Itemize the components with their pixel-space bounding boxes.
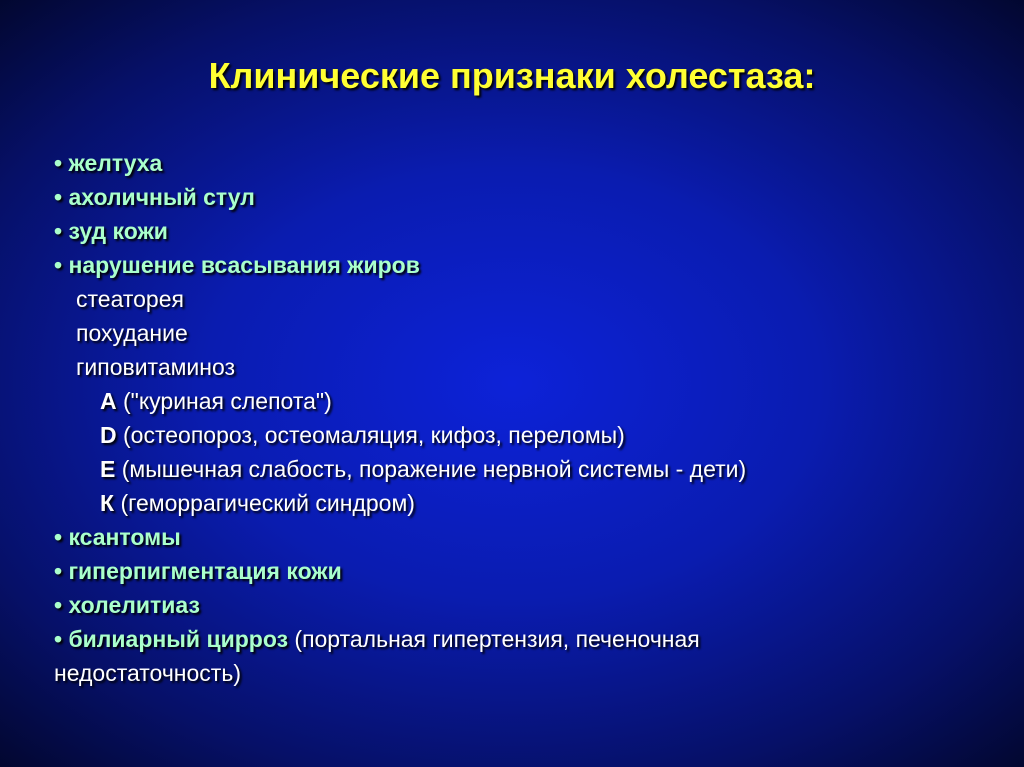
bullet: • (54, 626, 63, 652)
bullet: • (54, 558, 63, 584)
vitamin-item-a (54, 384, 994, 418)
list-item-acholic-stool (54, 180, 994, 214)
item-text: холелитиаз (68, 592, 200, 618)
symptom-list (54, 146, 994, 690)
vitamin-description: (остеопороз, остеомаляция, кифоз, переломы) (123, 422, 625, 448)
list-item-xanthomas (54, 520, 994, 554)
vitamin-description: ("куриная слепота") (123, 388, 332, 414)
item-text: желтуха (68, 150, 163, 176)
item-text: билиарный цирроз (68, 626, 289, 652)
vitamin-letter: A (100, 388, 117, 414)
bullet: • (54, 592, 63, 618)
bullet: • (54, 218, 63, 244)
vitamin-letter: D (100, 422, 117, 448)
bullet: • (54, 184, 63, 210)
list-item-cholelithiasis (54, 588, 994, 622)
sub-item-hypovitaminosis: гиповитаминоз (76, 354, 236, 380)
bullet: • (54, 150, 63, 176)
sub-item-weight-loss: похудание (76, 320, 188, 346)
vitamin-letter: К (100, 490, 115, 516)
sub-item-steatorrhea: стеаторея (76, 286, 184, 312)
item-note-continuation: недостаточность) (54, 660, 241, 686)
slide-title: Клинические признаки холестаза: (208, 55, 816, 96)
vitamin-item-k (54, 486, 994, 520)
item-text: нарушение всасывания жиров (68, 252, 420, 278)
list-item-fat-malabsorption (54, 248, 994, 282)
list-item-skin-itch (54, 214, 994, 248)
list-item-jaundice (54, 146, 994, 180)
bullet: • (54, 252, 63, 278)
item-text: зуд кожи (68, 218, 168, 244)
list-item-biliary-cirrhosis (54, 622, 994, 656)
vitamin-item-e (54, 452, 994, 486)
item-text: ксантомы (68, 524, 181, 550)
item-text: ахоличный стул (68, 184, 255, 210)
item-text: гиперпигментация кожи (68, 558, 342, 584)
bullet: • (54, 524, 63, 550)
list-item-hyperpigmentation (54, 554, 994, 588)
vitamin-letter: E (100, 456, 116, 482)
vitamin-item-d (54, 418, 994, 452)
vitamin-description: (геморрагический синдром) (120, 490, 415, 516)
item-note: (портальная гипертензия, печеночная (294, 626, 700, 652)
vitamin-description: (мышечная слабость, поражение нервной системы - дети) (121, 456, 747, 482)
